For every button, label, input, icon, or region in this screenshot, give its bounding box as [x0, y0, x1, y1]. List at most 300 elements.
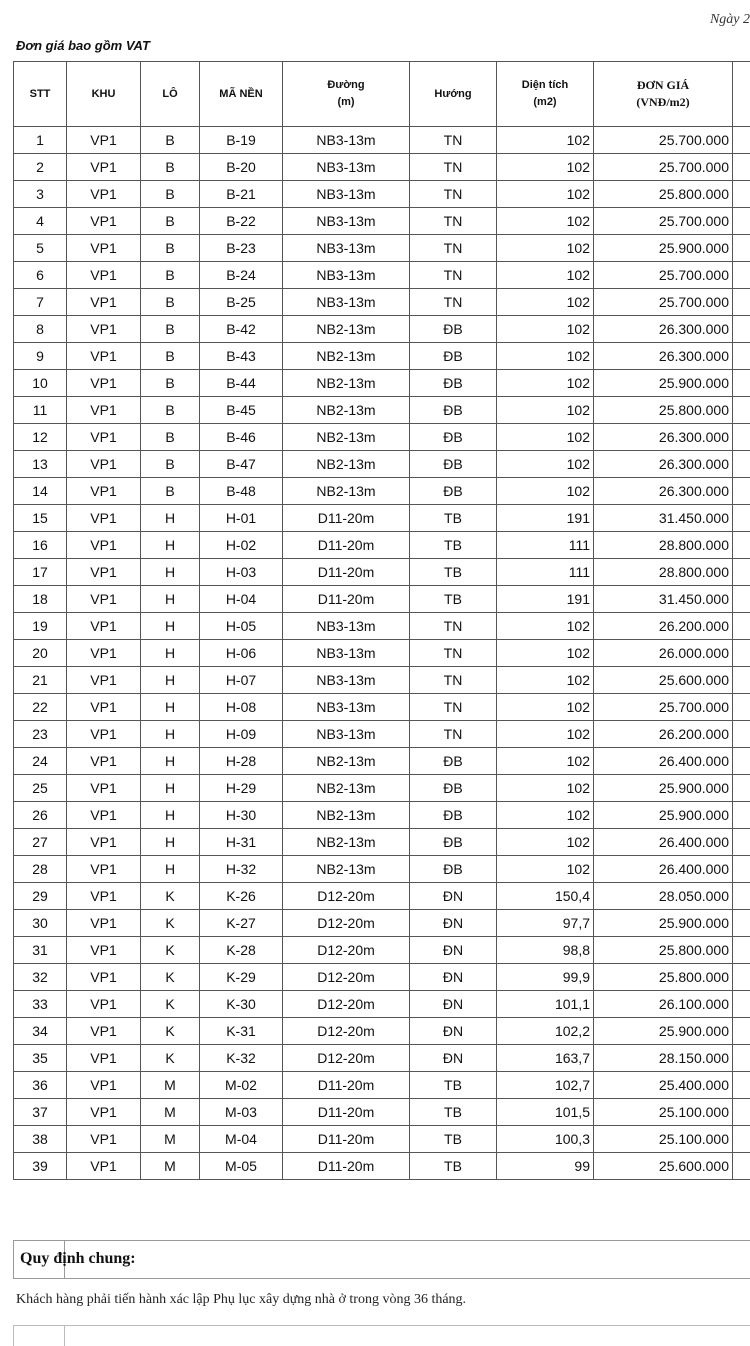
- table-row: [14, 181, 750, 208]
- cell-duong: NB2-13m: [283, 397, 410, 424]
- cell-duong: D11-20m: [283, 1099, 410, 1126]
- cell-khu: VP1: [67, 1099, 141, 1126]
- cell-don-gia: 25.800.000: [594, 964, 733, 991]
- cell-don-gia: 25.900.000: [594, 370, 733, 397]
- table-row: [14, 235, 750, 262]
- cell-lo: B: [141, 235, 200, 262]
- cell-ma-nen: H-29: [200, 775, 283, 802]
- cell-stt: 30: [14, 910, 67, 937]
- cell-huong: TN: [410, 640, 497, 667]
- cell-extra: [733, 262, 750, 289]
- date-fragment: Ngày 2: [710, 12, 750, 28]
- col-header-don-gia-unit: (VNĐ/m2): [594, 94, 732, 111]
- table-row: [14, 937, 750, 964]
- cell-dien-tich: 102: [497, 262, 594, 289]
- cell-ma-nen: H-03: [200, 559, 283, 586]
- cell-huong: ĐN: [410, 883, 497, 910]
- cell-dien-tich: 102: [497, 802, 594, 829]
- cell-extra: [733, 748, 750, 775]
- cell-extra: [733, 1072, 750, 1099]
- cell-ma-nen: H-05: [200, 613, 283, 640]
- cell-duong: NB3-13m: [283, 208, 410, 235]
- cell-extra: [733, 451, 750, 478]
- cell-duong: D12-20m: [283, 964, 410, 991]
- col-header-khu: KHU: [67, 62, 141, 127]
- cell-extra: [733, 532, 750, 559]
- cell-khu: VP1: [67, 478, 141, 505]
- cell-dien-tich: 191: [497, 505, 594, 532]
- cell-duong: NB2-13m: [283, 478, 410, 505]
- cell-lo: K: [141, 991, 200, 1018]
- cell-lo: B: [141, 289, 200, 316]
- cell-lo: H: [141, 667, 200, 694]
- cell-lo: M: [141, 1099, 200, 1126]
- cell-don-gia: 26.300.000: [594, 343, 733, 370]
- table-row: [14, 721, 750, 748]
- cell-dien-tich: 102: [497, 640, 594, 667]
- cell-huong: TN: [410, 262, 497, 289]
- cell-lo: B: [141, 127, 200, 154]
- cell-stt: 9: [14, 343, 67, 370]
- cell-extra: [733, 208, 750, 235]
- cell-lo: H: [141, 505, 200, 532]
- cell-ma-nen: B-46: [200, 424, 283, 451]
- cell-extra: [733, 775, 750, 802]
- cell-don-gia: 28.150.000: [594, 1045, 733, 1072]
- cell-extra: [733, 559, 750, 586]
- cell-stt: 38: [14, 1126, 67, 1153]
- cell-extra: [733, 910, 750, 937]
- cell-duong: NB2-13m: [283, 424, 410, 451]
- cell-huong: ĐN: [410, 964, 497, 991]
- cell-huong: TN: [410, 127, 497, 154]
- cell-lo: B: [141, 343, 200, 370]
- cell-dien-tich: 150,4: [497, 883, 594, 910]
- cell-khu: VP1: [67, 856, 141, 883]
- cell-lo: K: [141, 1018, 200, 1045]
- cell-huong: ĐN: [410, 991, 497, 1018]
- cell-huong: ĐB: [410, 829, 497, 856]
- table-row: [14, 1099, 750, 1126]
- cell-duong: NB3-13m: [283, 667, 410, 694]
- cell-stt: 2: [14, 154, 67, 181]
- cell-huong: TN: [410, 235, 497, 262]
- cell-stt: 37: [14, 1099, 67, 1126]
- cell-duong: NB3-13m: [283, 262, 410, 289]
- col-header-ma-nen: MÃ NỀN: [200, 62, 283, 127]
- cell-extra: [733, 370, 750, 397]
- table-row: [14, 343, 750, 370]
- cell-don-gia: 26.300.000: [594, 316, 733, 343]
- table-row: [14, 424, 750, 451]
- cell-lo: B: [141, 208, 200, 235]
- cell-duong: D11-20m: [283, 1072, 410, 1099]
- cell-extra: [733, 640, 750, 667]
- cell-don-gia: 26.300.000: [594, 478, 733, 505]
- cell-dien-tich: 102: [497, 856, 594, 883]
- cell-stt: 13: [14, 451, 67, 478]
- cell-don-gia: 26.100.000: [594, 991, 733, 1018]
- table-row: [14, 397, 750, 424]
- cell-extra: [733, 316, 750, 343]
- cell-duong: NB2-13m: [283, 370, 410, 397]
- cell-ma-nen: H-02: [200, 532, 283, 559]
- cell-ma-nen: H-08: [200, 694, 283, 721]
- cell-don-gia: 25.100.000: [594, 1099, 733, 1126]
- cell-khu: VP1: [67, 829, 141, 856]
- cell-huong: ĐB: [410, 478, 497, 505]
- cell-extra: [733, 1045, 750, 1072]
- cell-duong: D12-20m: [283, 937, 410, 964]
- table-row: [14, 586, 750, 613]
- general-rules-heading: Quy định chung:: [20, 1250, 136, 1268]
- cell-ma-nen: K-26: [200, 883, 283, 910]
- table-row: [14, 1126, 750, 1153]
- cell-dien-tich: 111: [497, 559, 594, 586]
- cell-ma-nen: M-05: [200, 1153, 283, 1180]
- cell-duong: NB3-13m: [283, 154, 410, 181]
- cell-stt: 11: [14, 397, 67, 424]
- cell-ma-nen: B-24: [200, 262, 283, 289]
- cell-duong: NB3-13m: [283, 289, 410, 316]
- cell-don-gia: 25.700.000: [594, 154, 733, 181]
- col-header-dien-tich-label: Diện tích: [497, 77, 593, 94]
- cell-ma-nen: H-09: [200, 721, 283, 748]
- cell-lo: K: [141, 1045, 200, 1072]
- cell-ma-nen: H-07: [200, 667, 283, 694]
- cell-extra: [733, 1153, 750, 1180]
- cell-khu: VP1: [67, 1018, 141, 1045]
- col-header-extra: [733, 62, 750, 127]
- cell-khu: VP1: [67, 127, 141, 154]
- cell-ma-nen: B-21: [200, 181, 283, 208]
- cell-stt: 14: [14, 478, 67, 505]
- cell-khu: VP1: [67, 586, 141, 613]
- cell-don-gia: 28.800.000: [594, 532, 733, 559]
- cell-khu: VP1: [67, 937, 141, 964]
- cell-extra: [733, 721, 750, 748]
- cell-lo: B: [141, 424, 200, 451]
- cell-don-gia: 26.200.000: [594, 721, 733, 748]
- cell-don-gia: 25.800.000: [594, 397, 733, 424]
- table-row: [14, 775, 750, 802]
- cell-stt: 20: [14, 640, 67, 667]
- cell-lo: B: [141, 451, 200, 478]
- cell-extra: [733, 613, 750, 640]
- cell-dien-tich: 102: [497, 424, 594, 451]
- cell-stt: 25: [14, 775, 67, 802]
- cell-extra: [733, 505, 750, 532]
- cell-ma-nen: H-32: [200, 856, 283, 883]
- table-row: [14, 262, 750, 289]
- table-row: [14, 802, 750, 829]
- cell-dien-tich: 102: [497, 370, 594, 397]
- cell-don-gia: 25.100.000: [594, 1126, 733, 1153]
- cell-ma-nen: H-01: [200, 505, 283, 532]
- cell-stt: 23: [14, 721, 67, 748]
- general-rules-header: [13, 1240, 750, 1279]
- cell-extra: [733, 856, 750, 883]
- cell-lo: B: [141, 181, 200, 208]
- cell-dien-tich: 102: [497, 397, 594, 424]
- cell-don-gia: 26.400.000: [594, 829, 733, 856]
- cell-duong: NB2-13m: [283, 829, 410, 856]
- cell-dien-tich: 102: [497, 154, 594, 181]
- cell-extra: [733, 694, 750, 721]
- col-header-stt: STT: [14, 62, 67, 127]
- cell-extra: [733, 154, 750, 181]
- cell-don-gia: 25.600.000: [594, 667, 733, 694]
- cell-khu: VP1: [67, 154, 141, 181]
- cell-dien-tich: 102: [497, 694, 594, 721]
- cell-don-gia: 25.800.000: [594, 181, 733, 208]
- cell-stt: 6: [14, 262, 67, 289]
- cell-extra: [733, 127, 750, 154]
- cell-extra: [733, 586, 750, 613]
- cell-dien-tich: 102: [497, 181, 594, 208]
- col-header-duong-label: Đường: [283, 77, 409, 94]
- cell-stt: 24: [14, 748, 67, 775]
- cell-duong: NB2-13m: [283, 802, 410, 829]
- cell-huong: TB: [410, 1126, 497, 1153]
- cell-stt: 12: [14, 424, 67, 451]
- cell-dien-tich: 101,5: [497, 1099, 594, 1126]
- cell-huong: ĐN: [410, 1045, 497, 1072]
- cell-extra: [733, 964, 750, 991]
- cell-huong: ĐB: [410, 424, 497, 451]
- cell-lo: B: [141, 478, 200, 505]
- cell-ma-nen: B-20: [200, 154, 283, 181]
- cell-stt: 19: [14, 613, 67, 640]
- col-header-dien-tich-unit: (m2): [497, 94, 593, 111]
- cell-don-gia: 31.450.000: [594, 505, 733, 532]
- col-header-don-gia-label: ĐƠN GIÁ: [594, 77, 732, 94]
- cell-huong: ĐB: [410, 343, 497, 370]
- cell-lo: H: [141, 829, 200, 856]
- cell-lo: H: [141, 802, 200, 829]
- cell-lo: B: [141, 370, 200, 397]
- cell-extra: [733, 1126, 750, 1153]
- cell-stt: 31: [14, 937, 67, 964]
- cell-huong: ĐB: [410, 397, 497, 424]
- cell-duong: D11-20m: [283, 1153, 410, 1180]
- cell-lo: H: [141, 532, 200, 559]
- cell-don-gia: 25.700.000: [594, 208, 733, 235]
- cell-don-gia: 25.900.000: [594, 1018, 733, 1045]
- cell-stt: 32: [14, 964, 67, 991]
- cell-extra: [733, 289, 750, 316]
- cell-lo: H: [141, 613, 200, 640]
- table-row: [14, 748, 750, 775]
- cell-khu: VP1: [67, 208, 141, 235]
- cell-ma-nen: B-45: [200, 397, 283, 424]
- cell-lo: K: [141, 910, 200, 937]
- cell-don-gia: 25.400.000: [594, 1072, 733, 1099]
- cell-dien-tich: 102,2: [497, 1018, 594, 1045]
- cell-huong: TB: [410, 505, 497, 532]
- cell-extra: [733, 181, 750, 208]
- table-row: [14, 451, 750, 478]
- cell-duong: NB2-13m: [283, 343, 410, 370]
- cell-extra: [733, 478, 750, 505]
- cell-stt: 4: [14, 208, 67, 235]
- cell-don-gia: 25.900.000: [594, 802, 733, 829]
- cell-khu: VP1: [67, 532, 141, 559]
- cell-don-gia: 25.900.000: [594, 235, 733, 262]
- cell-ma-nen: K-29: [200, 964, 283, 991]
- cell-khu: VP1: [67, 640, 141, 667]
- cell-huong: TN: [410, 613, 497, 640]
- cell-ma-nen: M-04: [200, 1126, 283, 1153]
- cell-stt: 18: [14, 586, 67, 613]
- cell-duong: D11-20m: [283, 586, 410, 613]
- cell-stt: 39: [14, 1153, 67, 1180]
- cell-don-gia: 31.450.000: [594, 586, 733, 613]
- cell-stt: 16: [14, 532, 67, 559]
- cell-stt: 33: [14, 991, 67, 1018]
- cell-dien-tich: 102: [497, 316, 594, 343]
- cell-stt: 29: [14, 883, 67, 910]
- cell-stt: 28: [14, 856, 67, 883]
- cell-khu: VP1: [67, 667, 141, 694]
- cell-duong: D11-20m: [283, 559, 410, 586]
- cell-duong: NB2-13m: [283, 451, 410, 478]
- cell-duong: D12-20m: [283, 1045, 410, 1072]
- cell-dien-tich: 102: [497, 451, 594, 478]
- table-row: [14, 640, 750, 667]
- cell-khu: VP1: [67, 451, 141, 478]
- cell-lo: H: [141, 586, 200, 613]
- cell-stt: 36: [14, 1072, 67, 1099]
- cell-stt: 3: [14, 181, 67, 208]
- cell-dien-tich: 102: [497, 775, 594, 802]
- cell-ma-nen: B-19: [200, 127, 283, 154]
- cell-ma-nen: H-28: [200, 748, 283, 775]
- cell-dien-tich: 102: [497, 748, 594, 775]
- cell-dien-tich: 102: [497, 235, 594, 262]
- cell-dien-tich: 102: [497, 127, 594, 154]
- cell-don-gia: 26.300.000: [594, 451, 733, 478]
- cell-extra: [733, 883, 750, 910]
- cell-don-gia: 26.000.000: [594, 640, 733, 667]
- cell-lo: M: [141, 1153, 200, 1180]
- cell-ma-nen: B-48: [200, 478, 283, 505]
- cell-extra: [733, 235, 750, 262]
- cell-ma-nen: H-30: [200, 802, 283, 829]
- table-row: [14, 1018, 750, 1045]
- cell-lo: K: [141, 883, 200, 910]
- cell-khu: VP1: [67, 397, 141, 424]
- cell-lo: K: [141, 964, 200, 991]
- cell-dien-tich: 102: [497, 208, 594, 235]
- table-body: [14, 127, 750, 1180]
- cell-dien-tich: 102: [497, 343, 594, 370]
- cell-don-gia: 26.400.000: [594, 856, 733, 883]
- cell-ma-nen: B-44: [200, 370, 283, 397]
- cell-dien-tich: 99: [497, 1153, 594, 1180]
- cell-stt: 34: [14, 1018, 67, 1045]
- cell-huong: TN: [410, 208, 497, 235]
- table-row: [14, 127, 750, 154]
- cell-duong: D12-20m: [283, 991, 410, 1018]
- cell-extra: [733, 1018, 750, 1045]
- cell-ma-nen: K-31: [200, 1018, 283, 1045]
- table-row: [14, 289, 750, 316]
- cell-stt: 1: [14, 127, 67, 154]
- cell-duong: NB2-13m: [283, 748, 410, 775]
- cell-huong: TN: [410, 289, 497, 316]
- cell-extra: [733, 424, 750, 451]
- cell-huong: ĐN: [410, 1018, 497, 1045]
- table-row: [14, 694, 750, 721]
- cell-huong: TB: [410, 559, 497, 586]
- cell-duong: NB3-13m: [283, 181, 410, 208]
- cell-duong: D12-20m: [283, 883, 410, 910]
- cell-huong: TB: [410, 532, 497, 559]
- cell-ma-nen: B-42: [200, 316, 283, 343]
- cell-dien-tich: 163,7: [497, 1045, 594, 1072]
- cell-ma-nen: M-03: [200, 1099, 283, 1126]
- cell-khu: VP1: [67, 181, 141, 208]
- cell-ma-nen: M-02: [200, 1072, 283, 1099]
- table-row: [14, 208, 750, 235]
- cell-khu: VP1: [67, 343, 141, 370]
- cell-khu: VP1: [67, 424, 141, 451]
- cell-ma-nen: B-22: [200, 208, 283, 235]
- cell-khu: VP1: [67, 1153, 141, 1180]
- cell-lo: H: [141, 694, 200, 721]
- cell-dien-tich: 102,7: [497, 1072, 594, 1099]
- cell-lo: H: [141, 721, 200, 748]
- col-header-huong: Hướng: [410, 62, 497, 127]
- cell-huong: TN: [410, 721, 497, 748]
- cell-extra: [733, 991, 750, 1018]
- cell-ma-nen: K-30: [200, 991, 283, 1018]
- cell-duong: NB3-13m: [283, 694, 410, 721]
- cell-duong: NB3-13m: [283, 613, 410, 640]
- cell-khu: VP1: [67, 910, 141, 937]
- cell-huong: TB: [410, 1099, 497, 1126]
- cell-stt: 35: [14, 1045, 67, 1072]
- table-row: [14, 1153, 750, 1180]
- cell-huong: ĐB: [410, 316, 497, 343]
- cell-extra: [733, 802, 750, 829]
- table-row: [14, 316, 750, 343]
- cell-lo: H: [141, 559, 200, 586]
- cell-huong: ĐB: [410, 802, 497, 829]
- cell-huong: TN: [410, 154, 497, 181]
- cell-duong: D11-20m: [283, 1126, 410, 1153]
- cell-khu: VP1: [67, 964, 141, 991]
- table-row: [14, 964, 750, 991]
- table-row: [14, 1045, 750, 1072]
- cell-dien-tich: 98,8: [497, 937, 594, 964]
- cell-stt: 26: [14, 802, 67, 829]
- cell-huong: TB: [410, 586, 497, 613]
- cell-dien-tich: 102: [497, 721, 594, 748]
- cell-dien-tich: 102: [497, 478, 594, 505]
- price-table-container: [13, 61, 750, 1180]
- cell-ma-nen: K-28: [200, 937, 283, 964]
- cell-lo: H: [141, 856, 200, 883]
- cell-khu: VP1: [67, 289, 141, 316]
- cell-don-gia: 25.600.000: [594, 1153, 733, 1180]
- cell-khu: VP1: [67, 1072, 141, 1099]
- cell-huong: ĐB: [410, 775, 497, 802]
- cell-duong: D11-20m: [283, 505, 410, 532]
- cell-don-gia: 28.050.000: [594, 883, 733, 910]
- cell-huong: ĐB: [410, 856, 497, 883]
